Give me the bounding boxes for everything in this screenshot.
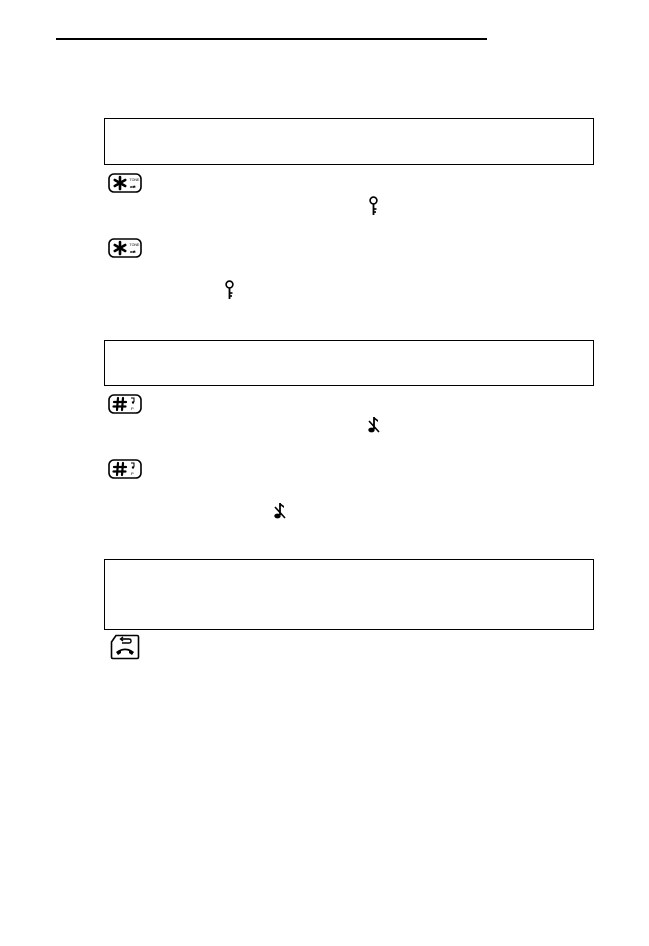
- header-rule: [56, 38, 487, 40]
- svg-text:TONE: TONE: [129, 243, 140, 247]
- star-tone-key-icon: [108, 173, 142, 193]
- svg-text:TONE: TONE: [129, 178, 140, 182]
- silent-note-icon: [273, 502, 287, 520]
- key-lock-icon: [224, 280, 235, 300]
- silent-note-icon: [367, 416, 381, 434]
- star-tone-key-icon: [108, 238, 142, 258]
- section-box-end-key: [104, 559, 594, 630]
- key-lock-icon: [368, 196, 379, 216]
- section-box-silent-mode: [104, 340, 594, 386]
- hash-silent-key-icon: [108, 459, 142, 479]
- svg-text:a⇄: a⇄: [130, 184, 136, 189]
- hash-silent-key-icon: [108, 394, 142, 414]
- svg-text:a⇄: a⇄: [130, 249, 136, 254]
- section-box-keypad-lock: [104, 118, 594, 165]
- end-call-back-key-icon: [110, 634, 140, 660]
- svg-text:P: P: [131, 406, 134, 411]
- svg-text:P: P: [131, 471, 134, 476]
